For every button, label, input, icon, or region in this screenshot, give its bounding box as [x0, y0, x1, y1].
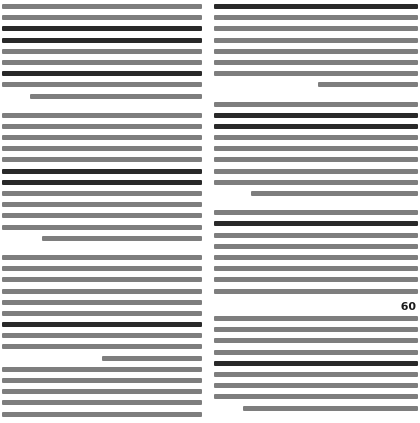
- text-line: [214, 327, 418, 332]
- text-line: [2, 213, 202, 218]
- text-line: [2, 71, 202, 76]
- text-line: [2, 82, 202, 87]
- text-line: [214, 244, 418, 249]
- text-line: [243, 406, 418, 411]
- text-line: [214, 255, 418, 260]
- text-line: [214, 277, 418, 282]
- text-line: [214, 146, 418, 151]
- text-line: [214, 338, 418, 343]
- text-line: [214, 113, 418, 118]
- text-line: [251, 191, 418, 196]
- paragraph-gap: [214, 94, 418, 102]
- text-line: [214, 124, 418, 129]
- text-line: [2, 412, 202, 417]
- inset-text-lines: [214, 316, 418, 417]
- text-line: [214, 350, 418, 355]
- text-line: [2, 26, 202, 31]
- text-line: [214, 49, 418, 54]
- text-line: [2, 15, 202, 20]
- text-line: [2, 344, 202, 349]
- text-line: [214, 221, 418, 226]
- text-line: [214, 372, 418, 377]
- text-line: [214, 157, 418, 162]
- text-line: [2, 49, 202, 54]
- column-gutter: [206, 0, 210, 420]
- paragraph-gap: [214, 202, 418, 210]
- paragraph-gap: [2, 105, 202, 113]
- text-line: [2, 202, 202, 207]
- text-line: [2, 38, 202, 43]
- text-line: [214, 233, 418, 238]
- text-line: [42, 236, 202, 241]
- text-line: [2, 255, 202, 260]
- text-line: [2, 322, 202, 327]
- text-line: [2, 277, 202, 282]
- text-line: [214, 135, 418, 140]
- text-column-left: [2, 4, 202, 423]
- text-line: [2, 60, 202, 65]
- text-line: [2, 367, 202, 372]
- text-line: [214, 383, 418, 388]
- text-line: [214, 60, 418, 65]
- text-line: [2, 378, 202, 383]
- text-line: [214, 289, 418, 294]
- text-line: [2, 289, 202, 294]
- text-line: [2, 124, 202, 129]
- text-line: [214, 180, 418, 185]
- text-line: [2, 4, 202, 9]
- text-line: [2, 169, 202, 174]
- text-line: [2, 146, 202, 151]
- text-line: [214, 169, 418, 174]
- text-line: [214, 102, 418, 107]
- text-line: [214, 210, 418, 215]
- text-line: [214, 26, 418, 31]
- text-line: [2, 180, 202, 185]
- text-line: [214, 316, 418, 321]
- text-line: [318, 82, 418, 87]
- text-line: [214, 15, 418, 20]
- text-line: [102, 356, 202, 361]
- inset-box: [214, 300, 418, 418]
- text-line: [214, 394, 418, 399]
- text-line: [214, 266, 418, 271]
- text-line: [214, 4, 418, 9]
- text-line: [214, 361, 418, 366]
- text-line: [2, 191, 202, 196]
- text-line: [214, 38, 418, 43]
- text-line: [214, 71, 418, 76]
- text-line: [2, 135, 202, 140]
- text-line: [2, 113, 202, 118]
- text-line: [2, 333, 202, 338]
- text-line: [2, 389, 202, 394]
- text-line: [2, 400, 202, 405]
- paragraph-gap: [2, 247, 202, 255]
- text-line: [2, 311, 202, 316]
- text-line: [2, 266, 202, 271]
- inset-heading: 60: [400, 300, 416, 313]
- text-line: [2, 157, 202, 162]
- text-line: [2, 300, 202, 305]
- text-column-right: [214, 4, 418, 311]
- text-line: [30, 94, 202, 99]
- text-line: [2, 225, 202, 230]
